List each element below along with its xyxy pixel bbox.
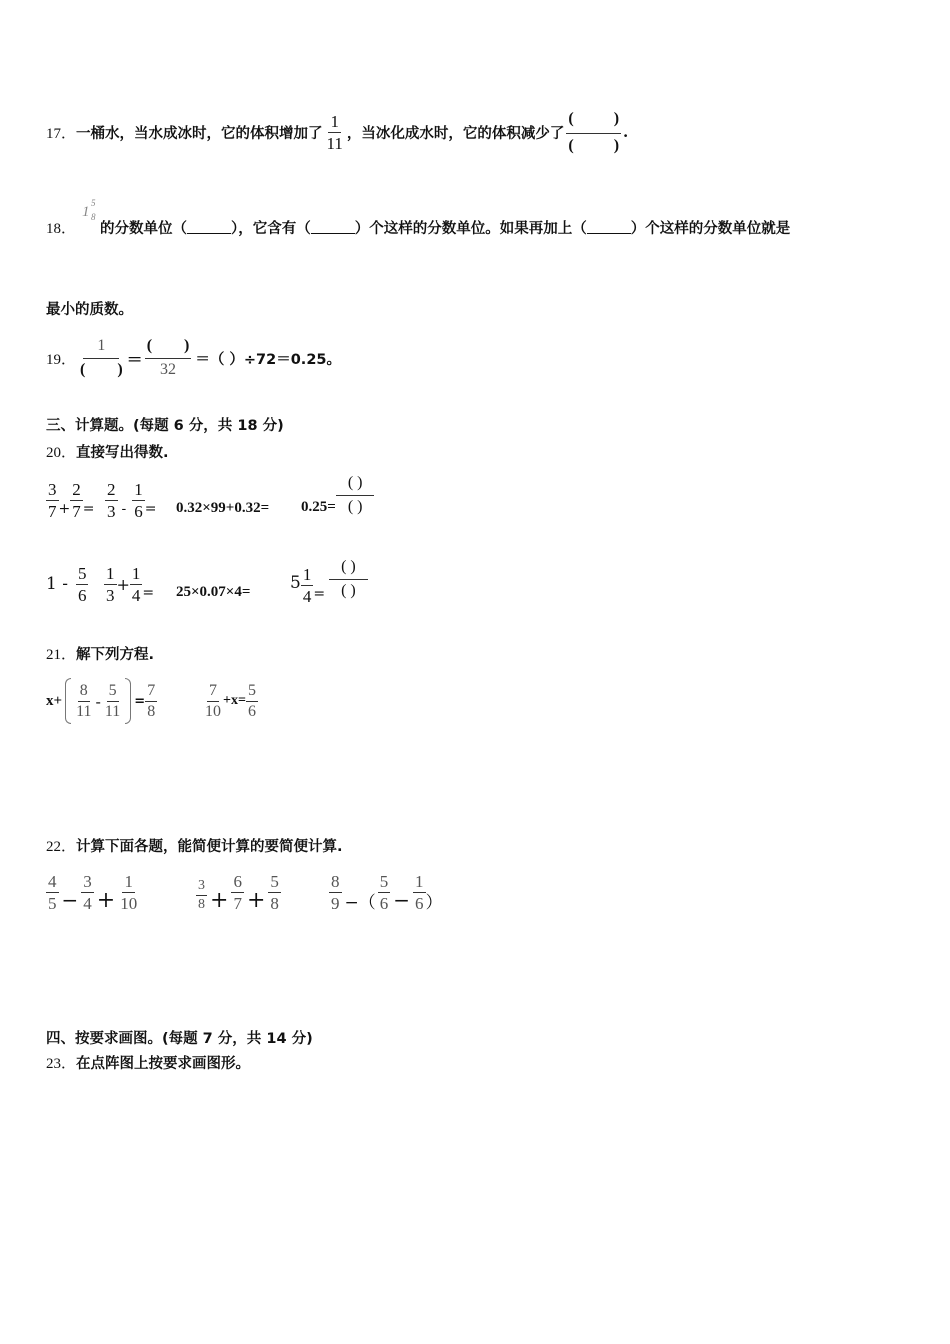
fraction <box>74 683 93 720</box>
numerator: 2 <box>107 479 116 499</box>
left-paren <box>65 678 71 724</box>
numerator: 7 <box>207 683 219 702</box>
fraction <box>246 683 258 720</box>
numerator: 5 <box>107 683 119 702</box>
denominator: 6 <box>77 585 87 605</box>
question-text: ，当冰化成水时，它的体积减少了 <box>346 125 565 142</box>
calc-5-1-4-to-fraction <box>290 552 368 606</box>
denominator-blank: ( ) <box>80 361 123 378</box>
equals-sign: = <box>313 586 326 602</box>
operator: - <box>95 691 101 711</box>
denominator: 10 <box>205 702 221 720</box>
denominator: 4 <box>83 893 92 913</box>
numerator: 1 <box>302 564 312 584</box>
numerator: 1 <box>83 338 119 359</box>
mixed-number-1-5-8 <box>76 198 100 242</box>
calc-0-32-times-99: 0.32×99+0.32= <box>176 500 270 516</box>
denominator: 5 <box>48 893 57 913</box>
calc-1-3-plus-1-4 <box>104 562 154 606</box>
question-title: 直接写出得数. <box>76 445 169 461</box>
numerator: 3 <box>196 879 207 896</box>
numerator: 3 <box>48 479 57 499</box>
calc-expression-1 <box>46 868 139 916</box>
denominator: 11 <box>76 702 92 720</box>
numerator: 5 <box>246 683 258 702</box>
denominator-blank: ( ) <box>568 136 620 154</box>
fraction <box>413 873 426 912</box>
numerator: 5 <box>91 198 96 208</box>
operator: + <box>96 887 116 913</box>
operator: + <box>246 887 266 913</box>
numerator-blank: ( ) <box>329 559 368 580</box>
denominator: 7 <box>72 501 81 521</box>
operator: - <box>121 501 127 517</box>
fraction <box>46 481 59 520</box>
answer-fraction-blank[interactable] <box>566 111 621 154</box>
operator: −（ <box>344 892 376 913</box>
calc-3-7-plus-2-7 <box>46 478 94 522</box>
question-title: 解下列方程. <box>76 647 155 663</box>
question-number: 17． <box>46 125 77 142</box>
expression-lhs: 1 - <box>46 574 68 594</box>
numerator: 1 <box>131 563 141 583</box>
denominator: 11 <box>104 702 121 720</box>
fraction <box>105 481 118 520</box>
fraction-blank-32[interactable] <box>145 338 192 378</box>
fraction <box>130 565 143 604</box>
calc-1-minus-5-6 <box>46 562 88 606</box>
fraction <box>118 873 139 912</box>
numerator-blank: ( ) <box>566 111 621 134</box>
numerator: 1 <box>106 563 115 583</box>
equation-mid: +x= <box>223 693 246 708</box>
section-3-title: 三、计算题。(每题 6 分，共 18 分) <box>46 418 284 434</box>
fraction-1-blank[interactable] <box>78 338 125 378</box>
section-4-title: 四、按要求画图。(每题 7 分，共 14 分) <box>46 1031 313 1047</box>
equation-1 <box>46 676 157 726</box>
answer-blank-3[interactable] <box>587 219 631 234</box>
denominator: 9 <box>331 893 340 913</box>
whole-part: 1 <box>82 204 90 220</box>
question-23-header <box>46 1052 250 1073</box>
denominator: 8 <box>270 893 279 913</box>
fraction <box>132 481 145 520</box>
operator: + <box>210 887 229 913</box>
fraction <box>145 683 157 720</box>
fraction <box>70 481 83 520</box>
operator: + <box>116 574 130 594</box>
question-end: . <box>623 123 629 141</box>
question-number: 22． <box>46 839 77 855</box>
numerator-blank: ( ) <box>145 338 192 359</box>
equation-lhs: 0.25= <box>301 498 336 515</box>
denominator: 6 <box>134 501 143 521</box>
question-text: ）个这样的分数单位就是 <box>630 221 791 237</box>
fraction <box>268 873 281 912</box>
operator: − <box>393 888 411 912</box>
numerator: 1 <box>330 111 339 131</box>
denominator: 3 <box>106 585 115 605</box>
numerator: 1 <box>415 871 424 891</box>
whole-part: 5 <box>290 573 301 593</box>
denominator: 4 <box>302 586 312 606</box>
question-22-header <box>46 835 343 856</box>
question-number: 19． <box>46 351 77 368</box>
denominator: 10 <box>120 893 138 913</box>
answer-fraction-blank[interactable] <box>336 475 375 515</box>
fraction <box>81 873 94 912</box>
equals-sign: ＝ <box>126 349 143 369</box>
operator: − <box>61 888 79 912</box>
numerator: 3 <box>83 871 92 891</box>
denominator: 4 <box>131 585 141 605</box>
denominator: 32 <box>160 361 177 378</box>
question-text: ），它含有（ <box>231 221 311 237</box>
fraction <box>231 873 244 912</box>
numerator: 6 <box>233 871 242 891</box>
equation-tail: ＝（ ）÷72＝0.25。 <box>195 351 341 368</box>
answer-blank-2[interactable] <box>311 219 355 234</box>
equals-sign: = <box>134 693 146 709</box>
right-paren <box>125 678 131 724</box>
equals-sign: = <box>144 501 157 517</box>
fraction <box>203 683 223 720</box>
question-text: ）个这样的分数单位。如果再加上（ <box>354 221 587 237</box>
fraction <box>196 879 207 912</box>
denominator: 6 <box>247 702 256 720</box>
numerator: 5 <box>77 563 87 583</box>
denominator: 6 <box>415 893 424 913</box>
denominator: 8 <box>147 702 156 720</box>
close-paren: ） <box>425 892 443 913</box>
fraction <box>329 873 342 912</box>
answer-blank-1[interactable] <box>187 219 231 234</box>
denominator: 8 <box>198 896 205 912</box>
numerator: 1 <box>134 479 143 499</box>
question-text: 的分数单位（ <box>100 221 188 237</box>
question-number: 20． <box>46 445 77 461</box>
numerator: 8 <box>78 683 90 702</box>
answer-fraction-blank[interactable] <box>329 559 368 599</box>
fraction <box>378 873 391 912</box>
calc-expression-2 <box>196 868 281 916</box>
numerator: 7 <box>145 683 157 702</box>
denominator: 8 <box>91 212 96 222</box>
equals-sign: = <box>82 501 95 517</box>
denominator: 7 <box>233 893 242 913</box>
question-number: 23． <box>46 1056 77 1072</box>
numerator: 2 <box>72 479 81 499</box>
fraction-1-11 <box>325 113 345 152</box>
numerator: 5 <box>270 871 279 891</box>
question-21-header <box>46 643 154 664</box>
question-number: 21． <box>46 647 77 663</box>
fraction <box>103 683 122 720</box>
denominator: 11 <box>326 133 343 153</box>
question-number: 18． <box>46 221 77 237</box>
fraction <box>104 565 117 604</box>
question-text: 一桶水，当水成冰时，它的体积增加了 <box>76 125 323 142</box>
question-title: 在点阵图上按要求画图形。 <box>76 1056 251 1072</box>
equation-2 <box>203 676 258 726</box>
equation-prefix: x+ <box>46 692 63 709</box>
calc-0-25-to-fraction <box>301 470 374 520</box>
question-20-header <box>46 441 169 462</box>
numerator: 1 <box>124 871 133 891</box>
fraction <box>46 873 59 912</box>
question-18-continuation: 最小的质数。 <box>46 302 133 318</box>
calc-25-times-0-07-times-4: 25×0.07×4= <box>176 584 251 600</box>
operator: + <box>58 501 71 517</box>
question-18 <box>46 196 790 242</box>
question-19 <box>46 332 341 384</box>
fraction <box>76 565 89 604</box>
numerator-blank: ( ) <box>336 475 375 496</box>
fraction <box>301 566 314 605</box>
numerator: 5 <box>379 871 389 891</box>
denominator-blank: ( ) <box>347 498 363 515</box>
denominator: 6 <box>379 893 389 913</box>
equals-sign: = <box>142 585 155 601</box>
question-title: 计算下面各题，能简便计算的要简便计算. <box>76 839 343 855</box>
denominator-blank: ( ) <box>341 582 356 599</box>
calc-expression-3 <box>329 868 443 916</box>
denominator: 3 <box>107 501 116 521</box>
denominator: 7 <box>48 501 57 521</box>
numerator: 4 <box>48 871 57 891</box>
calc-2-3-minus-1-6 <box>105 478 156 522</box>
numerator: 8 <box>331 871 340 891</box>
question-17 <box>46 104 628 160</box>
